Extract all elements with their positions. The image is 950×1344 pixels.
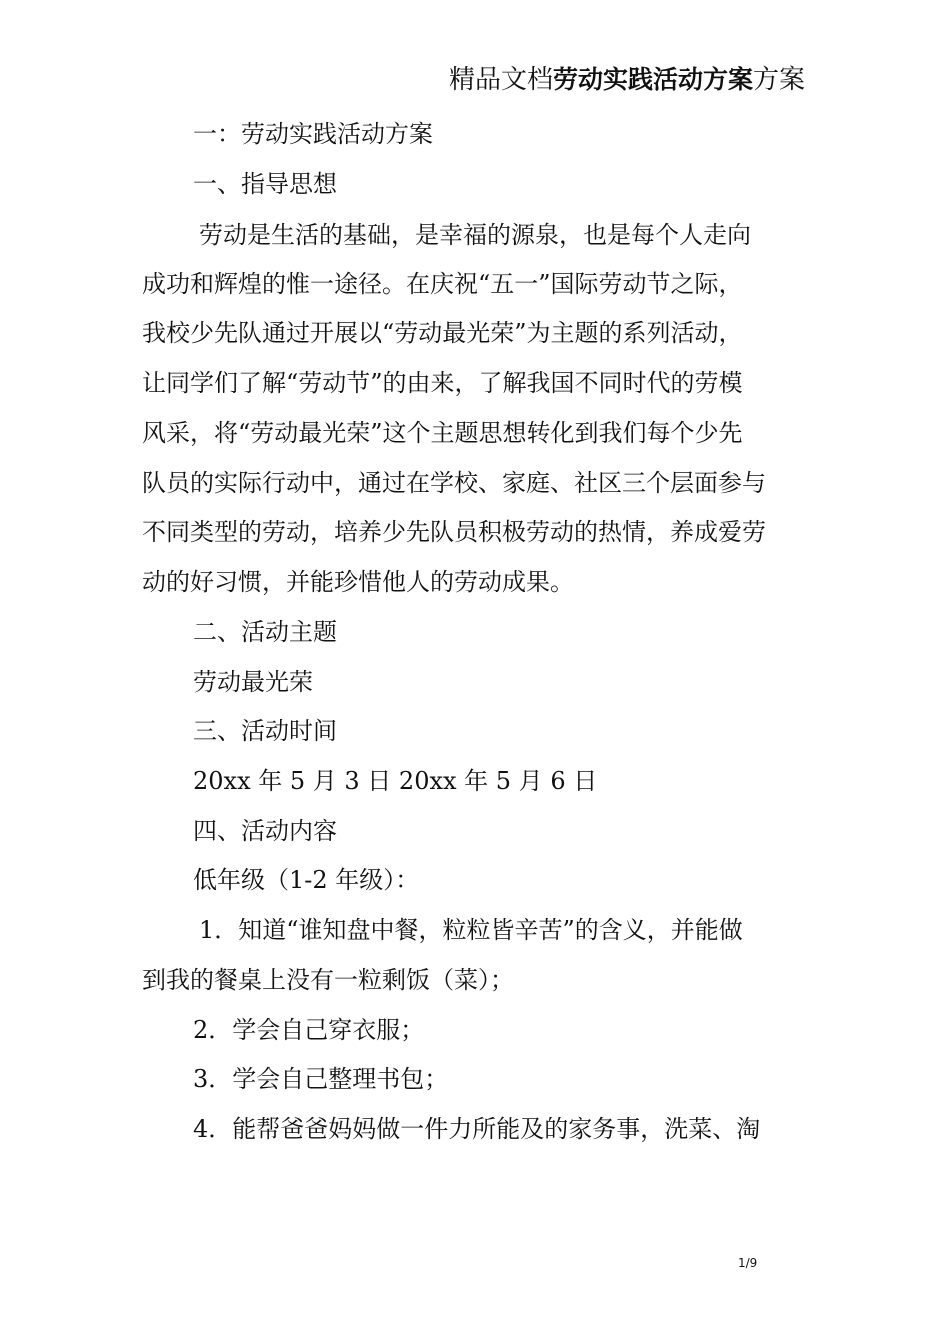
list-item: 1．知道“谁知盘中餐，粒粒皆辛苦”的含义，并能做: [199, 916, 743, 944]
list-item-continuation: 到我的餐桌上没有一粒剩饭（菜）；: [142, 966, 514, 994]
activity-theme-text: 劳动最光荣: [193, 668, 313, 696]
header-suffix: 方案: [752, 65, 805, 95]
paragraph-line: 我校少先队通过开展以“劳动最光荣”为主题的系列活动，: [142, 319, 743, 347]
paragraph-line: 不同类型的劳动，培养少先队员积极劳动的热情，养成爱劳: [142, 518, 766, 546]
paragraph-line: 风采，将“劳动最光荣”这个主题思想转化到我们每个少先: [142, 419, 743, 447]
list-item: 2．学会自己穿衣服；: [193, 1016, 425, 1044]
paragraph-line: 队员的实际行动中，通过在学校、家庭、社区三个层面参与: [142, 469, 766, 497]
section-heading-activity-theme: 二、活动主题: [193, 618, 337, 646]
activity-time-text: 20xx 年 5 月 3 日 20xx 年 5 月 6 日: [193, 767, 598, 795]
paragraph-line: 成功和辉煌的惟一途径。在庆祝“五一”国际劳动节之际，: [142, 270, 743, 298]
paragraph-line: 动的好习惯，并能珍惜他人的劳动成果。: [142, 568, 574, 596]
paragraph-line: 让同学们了解“劳动节”的由来，了解我国不同时代的劳模: [142, 369, 743, 397]
page-number: 1/9: [738, 1256, 758, 1270]
paragraph-line: 劳动是生活的基础，是幸福的源泉，也是每个人走向: [199, 221, 751, 249]
header-title: 劳动实践活动方案: [552, 65, 753, 94]
section-heading-activity-content: 四、活动内容: [193, 817, 337, 845]
plan-title: 一：劳动实践活动方案: [193, 120, 433, 148]
section-heading-activity-time: 三、活动时间: [193, 717, 337, 745]
section-heading-guiding-thought: 一、指导思想: [193, 170, 337, 198]
document-header: [449, 62, 805, 98]
grade-group-label: 低年级（1-2 年级）：: [193, 866, 420, 894]
list-item: 4．能帮爸爸妈妈做一件力所能及的家务事，洗菜、淘: [193, 1115, 761, 1143]
list-item: 3．学会自己整理书包；: [193, 1065, 449, 1093]
header-prefix: 精品文档: [448, 65, 553, 95]
